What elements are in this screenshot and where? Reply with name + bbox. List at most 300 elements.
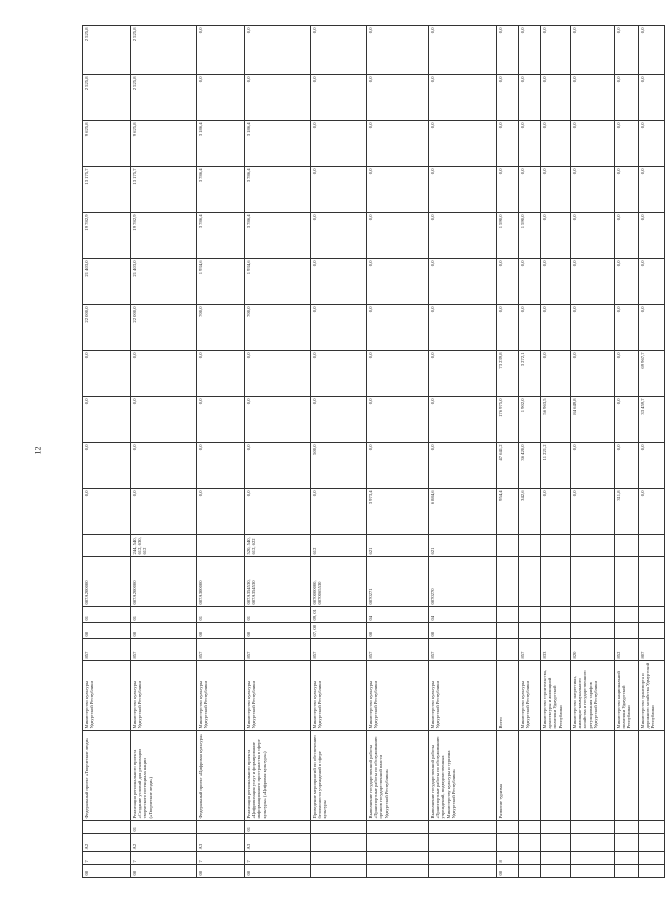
col-amount-2: 36 420,0: [519, 443, 541, 489]
col-amount-5: 0,0: [497, 305, 519, 351]
col-m: [639, 821, 665, 834]
col-amount-6: 0,0: [571, 259, 615, 305]
col-csr: [541, 557, 571, 607]
col-amount-10: 0,0: [541, 75, 571, 121]
col-amount-3: 0,0: [83, 397, 131, 443]
col-amount-8: 0,0: [639, 167, 665, 213]
col-amount-10: 0,0: [639, 75, 665, 121]
col-pr: [639, 607, 665, 623]
col-amount-3: 0,0: [245, 397, 311, 443]
col-amount-11: 0,0: [615, 26, 639, 75]
col-gp: [639, 865, 665, 878]
col-amount-3: 84 649,8: [571, 397, 615, 443]
col-gp: [541, 865, 571, 878]
col-name: Реализация регионального проекта «Цифровизация услуг и формирование информационного пространства в сфере культуры» («Цифровая культура»): [245, 731, 311, 821]
col-executor: Министерство национальной политики Удмуртской Республики: [615, 661, 639, 731]
col-grbs: 857: [519, 639, 541, 661]
col-pr: 04: [367, 607, 429, 623]
col-amount-6: 21 403,0: [131, 259, 197, 305]
col-amount-2: 47 641,2: [497, 443, 519, 489]
col-amount-9: 3 186,4: [197, 121, 245, 167]
col-amount-9: 9 625,8: [131, 121, 197, 167]
col-vr: [639, 535, 665, 557]
col-amount-6: 0,0: [497, 259, 519, 305]
col-m: [497, 821, 519, 834]
col-amount-4: 0,0: [245, 351, 311, 397]
col-name: Выполнение государственной работы «Транспортные работы по обслуживанию органов государственной власти Удмуртской Республики»: [367, 731, 429, 821]
col-csr: 087А200000: [83, 557, 131, 607]
col-amount-11: 0,0: [541, 26, 571, 75]
col-pp: 7: [245, 852, 311, 865]
col-m: [83, 821, 131, 834]
col-vr: 621: [367, 535, 429, 557]
col-amount-5: 0,0: [639, 305, 665, 351]
col-amount-4: 0,0: [131, 351, 197, 397]
col-csr: [571, 557, 615, 607]
col-amount-10: 0,0: [197, 75, 245, 121]
col-amount-11: 0,0: [571, 26, 615, 75]
col-csr: 0870270: [429, 557, 497, 607]
col-amount-5: 0,0: [571, 305, 615, 351]
col-pr: 04: [429, 607, 497, 623]
col-rz: 08: [83, 623, 131, 639]
col-m: [519, 821, 541, 834]
col-pp: [519, 852, 541, 865]
table-row: [83, 26, 131, 878]
col-grbs: 833: [541, 639, 571, 661]
col-amount-6: 0,0: [639, 259, 665, 305]
col-m: [429, 821, 497, 834]
col-om: [541, 834, 571, 852]
col-om: [367, 834, 429, 852]
col-amount-6: 21 403,0: [83, 259, 131, 305]
col-amount-6: 0,0: [311, 259, 367, 305]
col-csr: [639, 557, 665, 607]
col-amount-9: 0,0: [367, 121, 429, 167]
col-rz: 07, 08: [311, 623, 367, 639]
col-amount-11: 0,0: [245, 26, 311, 75]
col-amount-3: 176 975,0: [497, 397, 519, 443]
col-m: [197, 821, 245, 834]
col-gp: [311, 865, 367, 878]
col-amount-11: 0,0: [367, 26, 429, 75]
col-amount-1: 954,4: [497, 489, 519, 535]
table-row: [497, 26, 519, 878]
table-row: [245, 26, 311, 878]
col-amount-3: 0,0: [615, 397, 639, 443]
col-pr: 01: [197, 607, 245, 623]
col-amount-9: 0,0: [429, 121, 497, 167]
col-amount-7: 0,0: [367, 213, 429, 259]
col-vr: 621: [429, 535, 497, 557]
col-amount-6: 1 934,6: [245, 259, 311, 305]
col-amount-7: 3 786,4: [197, 213, 245, 259]
col-grbs: 857: [367, 639, 429, 661]
table-row: [519, 26, 541, 878]
col-amount-4: 0,0: [429, 351, 497, 397]
col-amount-7: 0,0: [311, 213, 367, 259]
col-name: Федеральный проект «Цифровая культура»: [197, 731, 245, 821]
col-amount-8: 0,0: [615, 167, 639, 213]
col-csr: [519, 557, 541, 607]
col-amount-10: 0,0: [497, 75, 519, 121]
col-pr: [541, 607, 571, 623]
col-grbs: 857: [311, 639, 367, 661]
col-amount-8: 0,0: [541, 167, 571, 213]
col-pr: [571, 607, 615, 623]
col-amount-7: 3 786,4: [245, 213, 311, 259]
col-pp: 7: [197, 852, 245, 865]
col-amount-3: 0,0: [197, 397, 245, 443]
col-executor: Министерство культуры Удмуртской Республики: [131, 661, 197, 731]
col-amount-4: 0,0: [83, 351, 131, 397]
col-amount-4: 0,0: [541, 351, 571, 397]
col-m: [367, 821, 429, 834]
col-amount-2: 0,0: [429, 443, 497, 489]
table-row: [197, 26, 245, 878]
col-pp: [571, 852, 615, 865]
col-vr: 244, 540, 612, 630, 612: [131, 535, 197, 557]
col-amount-4: 69 967,7: [639, 351, 665, 397]
col-om: [497, 834, 519, 852]
col-amount-4: 0,0: [197, 351, 245, 397]
col-amount-7: 0,0: [615, 213, 639, 259]
col-amount-10: 0,0: [615, 75, 639, 121]
col-amount-6: 0,0: [519, 259, 541, 305]
col-amount-1: 3 973,4: [367, 489, 429, 535]
col-pp: 7: [131, 852, 197, 865]
col-amount-2: 0,0: [83, 443, 131, 489]
col-amount-1: 0,0: [639, 489, 665, 535]
col-amount-9: 0,0: [615, 121, 639, 167]
col-csr: 087А354530, 087А354530: [245, 557, 311, 607]
col-amount-10: 2 525,8: [83, 75, 131, 121]
col-grbs: 857: [131, 639, 197, 661]
col-pp: 8: [497, 852, 519, 865]
col-m: 01: [131, 821, 197, 834]
col-m: [311, 821, 367, 834]
col-amount-4: 0,0: [311, 351, 367, 397]
col-amount-8: 3 786,4: [197, 167, 245, 213]
col-amount-3: 0,0: [131, 397, 197, 443]
col-pp: [367, 852, 429, 865]
col-amount-4: 3 272,1: [519, 351, 541, 397]
col-amount-7: 1 590,0: [497, 213, 519, 259]
col-vr: [197, 535, 245, 557]
col-amount-2: 0,0: [197, 443, 245, 489]
col-vr: [519, 535, 541, 557]
col-amount-1: 342,6: [519, 489, 541, 535]
col-amount-11: 0,0: [519, 26, 541, 75]
col-amount-4: 0,0: [571, 351, 615, 397]
col-amount-11: 2 525,8: [83, 26, 131, 75]
col-gp: 08: [131, 865, 197, 878]
col-amount-9: 0,0: [571, 121, 615, 167]
col-amount-9: 0,0: [497, 121, 519, 167]
col-name: Проведение мероприятий по обеспечению безопасности учреждений в сфере культуры: [311, 731, 367, 821]
col-pr: 01: [83, 607, 131, 623]
col-amount-2: 0,0: [367, 443, 429, 489]
col-amount-1: 0,0: [311, 489, 367, 535]
col-amount-2: 0,0: [639, 443, 665, 489]
page-number: 12: [33, 446, 43, 455]
col-executor: Министерство культуры Удмуртской Республики: [197, 661, 245, 731]
col-om: [571, 834, 615, 852]
col-gp: [571, 865, 615, 878]
col-amount-2: 11 221,2: [541, 443, 571, 489]
table-row: [311, 26, 367, 878]
col-executor: Министерство транспорта и дорожного хозяйства Удмуртской Республики: [639, 661, 665, 731]
col-executor: Министерство строительства, архитектуры и жилищной политики Удмуртской Республики: [541, 661, 571, 731]
col-amount-2: 500,0: [311, 443, 367, 489]
col-om: [615, 834, 639, 852]
col-pr: 09, 01: [311, 607, 367, 623]
col-amount-11: 0,0: [197, 26, 245, 75]
col-amount-3: 33 459,7: [639, 397, 665, 443]
col-amount-1: 6 884,6: [429, 489, 497, 535]
col-pp: [541, 852, 571, 865]
col-amount-3: 56 963,5: [541, 397, 571, 443]
col-amount-6: 0,0: [429, 259, 497, 305]
col-rz: [615, 623, 639, 639]
col-amount-9: 3 186,4: [245, 121, 311, 167]
col-csr: 087А300000: [197, 557, 245, 607]
col-amount-1: 0,0: [245, 489, 311, 535]
col-m: 01: [245, 821, 311, 834]
col-grbs: 857: [245, 639, 311, 661]
col-amount-10: 0,0: [519, 75, 541, 121]
col-rz: 08: [429, 623, 497, 639]
col-om: [519, 834, 541, 852]
col-gp: 08: [197, 865, 245, 878]
col-pp: [429, 852, 497, 865]
col-amount-3: 0,0: [311, 397, 367, 443]
col-csr: 0870271: [367, 557, 429, 607]
col-gp: [367, 865, 429, 878]
col-amount-9: 0,0: [519, 121, 541, 167]
col-m: [615, 821, 639, 834]
col-amount-5: 22 000,0: [131, 305, 197, 351]
table-row: [571, 26, 615, 878]
col-gp: 08: [83, 865, 131, 878]
col-vr: [615, 535, 639, 557]
col-amount-8: 3 786,4: [245, 167, 311, 213]
col-rz: [541, 623, 571, 639]
table-row: [615, 26, 639, 878]
col-amount-8: 0,0: [367, 167, 429, 213]
col-pr: [497, 607, 519, 623]
col-amount-6: 0,0: [367, 259, 429, 305]
col-rz: 08: [367, 623, 429, 639]
col-vr: [541, 535, 571, 557]
rotated-table-container: [82, 26, 656, 878]
col-amount-6: 1 934,6: [197, 259, 245, 305]
col-name: [571, 731, 615, 821]
col-m: [571, 821, 615, 834]
col-amount-5: 0,0: [615, 305, 639, 351]
col-csr: [497, 557, 519, 607]
col-amount-8: 0,0: [311, 167, 367, 213]
col-rz: [497, 623, 519, 639]
col-grbs: 857: [83, 639, 131, 661]
col-name: [519, 731, 541, 821]
col-amount-9: 0,0: [311, 121, 367, 167]
col-executor: Министерство культуры Удмуртской Республики: [245, 661, 311, 731]
col-vr: [497, 535, 519, 557]
col-amount-8: 13 175,7: [131, 167, 197, 213]
col-amount-10: 0,0: [245, 75, 311, 121]
col-amount-10: 2 525,8: [131, 75, 197, 121]
col-amount-8: 0,0: [519, 167, 541, 213]
col-amount-9: 0,0: [541, 121, 571, 167]
col-name: Реализация регионального проекта «Создание условий для реализации творческого потенциала нации («Творческие люди»): [131, 731, 197, 821]
col-name: [541, 731, 571, 821]
col-amount-8: 0,0: [571, 167, 615, 213]
col-amount-4: 0,0: [367, 351, 429, 397]
col-gp: 08: [497, 865, 519, 878]
col-amount-5: 0,0: [519, 305, 541, 351]
col-name: Федеральный проект «Творческие люди»: [83, 731, 131, 821]
col-amount-10: 0,0: [571, 75, 615, 121]
col-csr: [615, 557, 639, 607]
col-om: А2: [83, 834, 131, 852]
col-amount-1: 0,0: [83, 489, 131, 535]
col-name: [615, 731, 639, 821]
col-pp: 7: [83, 852, 131, 865]
col-amount-1: 0,0: [131, 489, 197, 535]
col-om: А3: [197, 834, 245, 852]
col-rz: [639, 623, 665, 639]
col-om: А3: [245, 834, 311, 852]
col-amount-1: 0,0: [197, 489, 245, 535]
col-amount-5: 700,0: [245, 305, 311, 351]
col-amount-10: 0,0: [367, 75, 429, 121]
col-amount-11: 0,0: [429, 26, 497, 75]
table-row: [429, 26, 497, 878]
col-vr: 612: [311, 535, 367, 557]
col-amount-7: 19 782,9: [131, 213, 197, 259]
col-gp: 08: [245, 865, 311, 878]
table-row: [131, 26, 197, 878]
col-executor: Министерство энергетики, жилищно-коммунального хозяйства и государственного регулирования тарифов Удмуртской Республики: [571, 661, 615, 731]
col-vr: [83, 535, 131, 557]
col-m: [541, 821, 571, 834]
col-amount-10: 0,0: [311, 75, 367, 121]
col-amount-7: 0,0: [541, 213, 571, 259]
table-body: [83, 26, 665, 878]
col-amount-3: 0,0: [367, 397, 429, 443]
col-amount-6: 0,0: [615, 259, 639, 305]
col-amount-2: 0,0: [571, 443, 615, 489]
col-amount-3: 1 902,0: [519, 397, 541, 443]
col-rz: 08: [197, 623, 245, 639]
col-amount-7: 1 590,0: [519, 213, 541, 259]
col-gp: [429, 865, 497, 878]
col-rz: [519, 623, 541, 639]
col-grbs: [497, 639, 519, 661]
col-executor: Министерство культуры Удмуртской Республики: [429, 661, 497, 731]
col-amount-3: 0,0: [429, 397, 497, 443]
col-pr: [519, 607, 541, 623]
col-amount-6: 0,0: [541, 259, 571, 305]
col-amount-9: 0,0: [639, 121, 665, 167]
col-amount-8: 13 175,7: [83, 167, 131, 213]
col-amount-8: 0,0: [429, 167, 497, 213]
col-csr: 0870000000, 0870065530: [311, 557, 367, 607]
col-amount-11: 0,0: [497, 26, 519, 75]
col-vr: [571, 535, 615, 557]
col-amount-1: 0,0: [571, 489, 615, 535]
col-executor: Всего: [497, 661, 519, 731]
col-amount-5: 0,0: [367, 305, 429, 351]
col-amount-10: 0,0: [429, 75, 497, 121]
col-amount-1: 0,0: [541, 489, 571, 535]
col-grbs: 857: [197, 639, 245, 661]
col-vr: 520, 540, 612, 622: [245, 535, 311, 557]
col-pr: 01: [131, 607, 197, 623]
col-rz: [571, 623, 615, 639]
col-rz: 08: [131, 623, 197, 639]
col-amount-7: 0,0: [571, 213, 615, 259]
col-pp: [615, 852, 639, 865]
col-name: Развитие туризма: [497, 731, 519, 821]
col-amount-2: 0,0: [131, 443, 197, 489]
col-om: А2: [131, 834, 197, 852]
col-amount-11: 0,0: [639, 26, 665, 75]
col-executor: Министерство культуры Удмуртской Республики: [311, 661, 367, 731]
col-amount-2: 0,0: [615, 443, 639, 489]
col-grbs: 857: [429, 639, 497, 661]
col-amount-5: 0,0: [541, 305, 571, 351]
col-pr: 01: [245, 607, 311, 623]
col-om: [639, 834, 665, 852]
col-executor: Министерство культуры Удмуртской Республики: [83, 661, 131, 731]
budget-table: [82, 25, 665, 878]
col-amount-11: 0,0: [311, 26, 367, 75]
col-executor: Министерство культуры Удмуртской Республики: [519, 661, 541, 731]
col-amount-5: 700,0: [197, 305, 245, 351]
col-gp: [615, 865, 639, 878]
col-pr: [615, 607, 639, 623]
col-om: [311, 834, 367, 852]
col-amount-7: 0,0: [429, 213, 497, 259]
col-csr: 087А200000: [131, 557, 197, 607]
col-pp: [311, 852, 367, 865]
table-row: [639, 26, 665, 878]
col-amount-5: 0,0: [429, 305, 497, 351]
col-gp: [519, 865, 541, 878]
col-grbs: 852: [615, 639, 639, 661]
col-grbs: 820: [571, 639, 615, 661]
col-amount-7: 19 782,9: [83, 213, 131, 259]
col-amount-7: 0,0: [639, 213, 665, 259]
col-name: Выполнение государственной работы «Транспортные работы по обслуживанию учреждений, подведомственных Министерству культуры и туризма Удмуртской Республики»: [429, 731, 497, 821]
col-amount-9: 9 625,8: [83, 121, 131, 167]
col-amount-4: 0,0: [615, 351, 639, 397]
col-amount-5: 22 000,0: [83, 305, 131, 351]
col-amount-5: 0,0: [311, 305, 367, 351]
table-row: [367, 26, 429, 878]
col-pp: [639, 852, 665, 865]
col-amount-1: 311,8: [615, 489, 639, 535]
col-om: [429, 834, 497, 852]
col-name: [639, 731, 665, 821]
col-rz: 08: [245, 623, 311, 639]
col-grbs: 807: [639, 639, 665, 661]
col-amount-8: 0,0: [497, 167, 519, 213]
col-amount-2: 0,0: [245, 443, 311, 489]
col-amount-4: 73 239,8: [497, 351, 519, 397]
